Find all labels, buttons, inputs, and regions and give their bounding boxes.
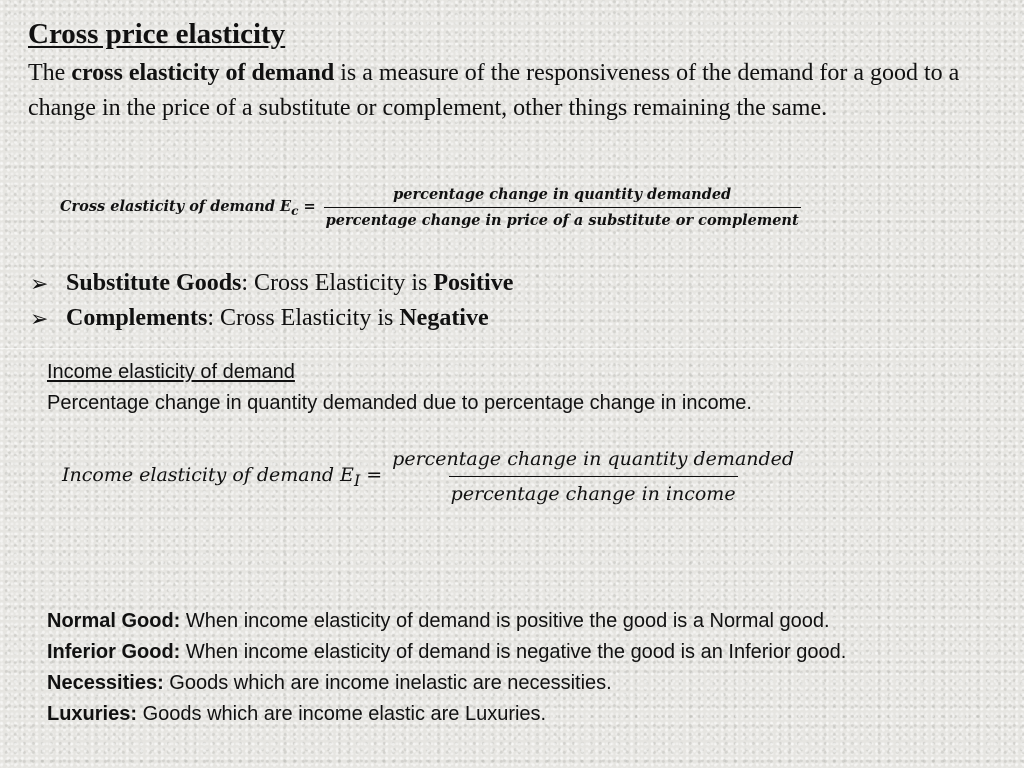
intro-pre: The xyxy=(28,60,72,86)
bullet-term: Substitute Goods xyxy=(66,270,242,296)
arrowhead-bullet-icon: ➢ xyxy=(30,305,49,331)
formula-lhs xyxy=(60,198,316,218)
intro-post: is a measure of the responsiveness of the demand for a good to a change in the price of a substitute or complement, other things remaining the same. xyxy=(28,60,960,121)
formula-lhs-text: Income elasticity of demand E xyxy=(62,463,354,486)
formula-equals: = xyxy=(366,463,383,486)
definition-text: Goods which are income elastic are Luxuries. xyxy=(137,703,547,725)
formula-subscript: I xyxy=(353,470,361,490)
bullet-term: Complements xyxy=(66,305,208,331)
definition-term: Luxuries: xyxy=(47,703,138,725)
cross-elasticity-formula xyxy=(60,186,801,229)
bullet-value: Positive xyxy=(433,270,514,296)
definition-term: Necessities: xyxy=(47,672,164,694)
formula-denominator: percentage change in income xyxy=(449,476,738,505)
income-elasticity-formula xyxy=(62,448,796,505)
definition-text: Goods which are income inelastic are necessities. xyxy=(163,672,612,694)
definition-text: When income elasticity of demand is negative the good is an Inferior good. xyxy=(180,641,847,663)
formula-numerator: percentage change in quantity demanded xyxy=(393,186,732,203)
formula-equals: = xyxy=(303,197,316,215)
income-definitions xyxy=(47,606,977,730)
definition-luxuries xyxy=(47,699,977,730)
intro-bold-term: cross elasticity of demand xyxy=(71,60,335,86)
cross-elasticity-bullets xyxy=(30,266,513,336)
bullet-value: Negative xyxy=(399,305,489,331)
bullet-item-substitutes xyxy=(30,266,513,301)
cross-price-elasticity-title: Cross price elasticity xyxy=(28,18,286,50)
bullet-item-complements xyxy=(30,301,513,336)
formula-fraction xyxy=(390,448,796,505)
formula-numerator: percentage change in quantity demanded xyxy=(392,448,795,470)
formula-lhs-text: Cross elasticity of demand E xyxy=(60,197,292,215)
definition-text: When income elasticity of demand is positive the good is a Normal good. xyxy=(180,610,830,632)
formula-denominator: percentage change in price of a substitute or complement xyxy=(324,207,801,229)
definition-term: Normal Good: xyxy=(47,610,181,632)
cross-elasticity-intro xyxy=(28,56,988,126)
formula-subscript: c xyxy=(291,203,299,218)
definition-necessities xyxy=(47,668,977,699)
section-divider xyxy=(0,348,1024,349)
income-elasticity-description: Percentage change in quantity demanded due to percentage change in income. xyxy=(47,392,752,414)
formula-fraction xyxy=(324,186,801,229)
income-elasticity-title: Income elasticity of demand xyxy=(47,361,295,383)
bullet-mid: : Cross Elasticity is xyxy=(241,270,434,296)
bullet-mid: : Cross Elasticity is xyxy=(207,305,400,331)
definition-inferior-good xyxy=(47,637,977,668)
definition-normal-good xyxy=(47,606,977,637)
formula-lhs xyxy=(62,464,382,490)
arrowhead-bullet-icon: ➢ xyxy=(30,270,49,296)
definition-term: Inferior Good: xyxy=(47,641,181,663)
